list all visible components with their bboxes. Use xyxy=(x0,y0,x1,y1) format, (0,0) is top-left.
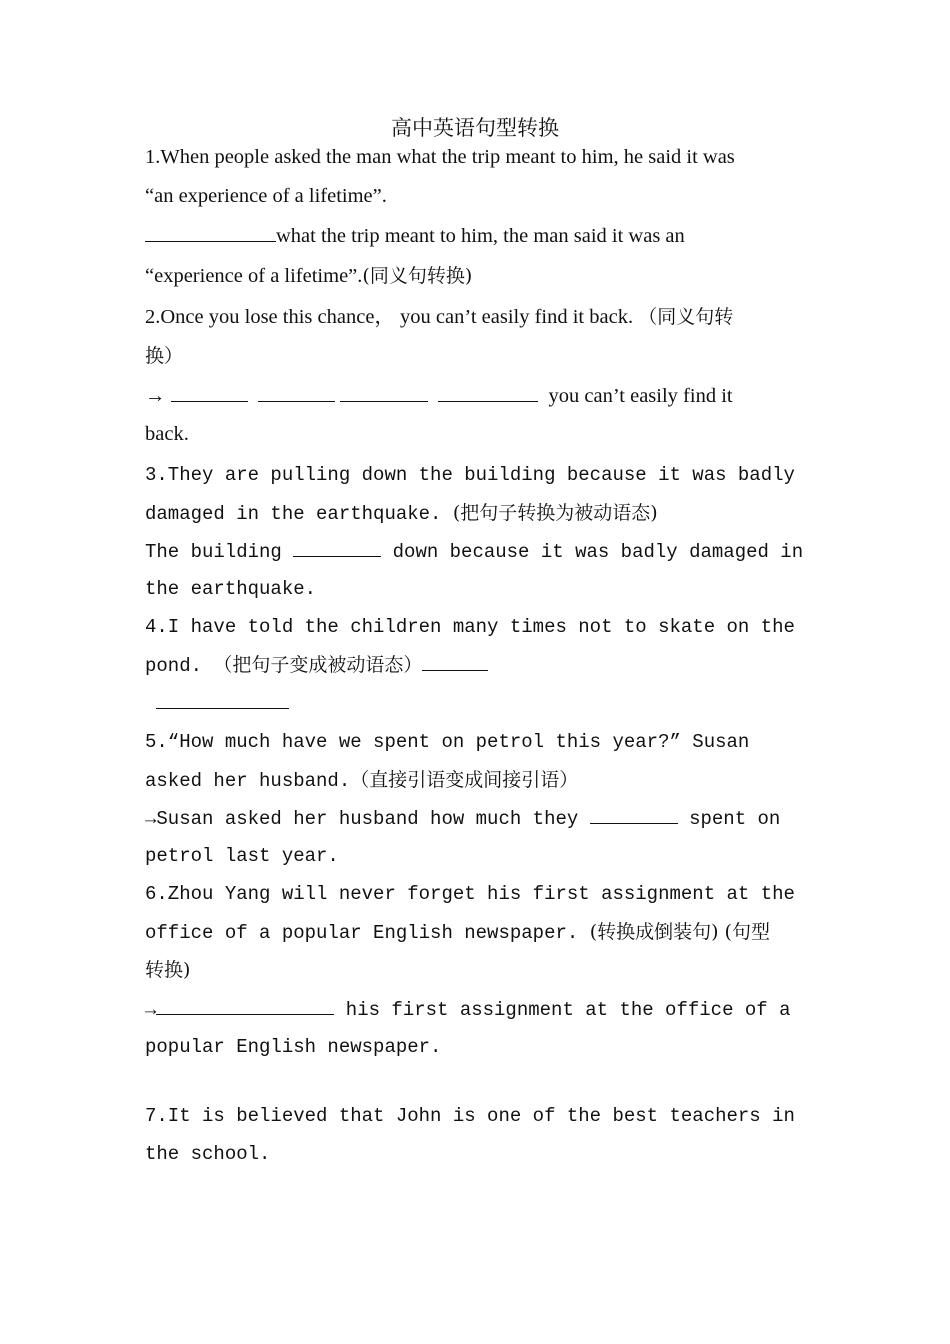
q6-instruction: (转换成倒装句) (句型 xyxy=(589,921,770,943)
q4-line-1: 4.I have told the children many times not to skate on the xyxy=(145,616,795,638)
q5-line-1: 5.“How much have we spent on petrol this year?” Susan xyxy=(145,731,750,753)
answer-blank[interactable] xyxy=(293,538,381,557)
answer-blank[interactable] xyxy=(156,996,334,1015)
q2-line-3-text: you can’t easily find it xyxy=(548,385,733,407)
q3-line-2: damaged in the earthquake. (把句子转换为被动语态) xyxy=(145,502,658,525)
q6-line-3 xyxy=(145,957,190,984)
answer-blank[interactable] xyxy=(145,223,276,242)
q4-line-3 xyxy=(145,690,289,717)
q2-line-2 xyxy=(145,343,183,369)
q1-line-4-text: “experience of a lifetime”. xyxy=(145,265,363,287)
q3-line-1: 3.They are pulling down the building because it was badly xyxy=(145,464,795,486)
q1-line-3-text: what the trip meant to him, the man said it was an xyxy=(276,225,685,247)
arrow-icon: → xyxy=(145,385,166,407)
q1-line-2: “an experience of a lifetime”. xyxy=(145,185,387,207)
answer-blank[interactable] xyxy=(590,805,678,824)
answer-blank[interactable] xyxy=(340,383,428,402)
q2-line-4: back. xyxy=(145,423,189,445)
q6-line-2: office of a popular English newspaper. (转换成倒装句) (句型 xyxy=(145,921,770,944)
q1-line-4 xyxy=(145,263,472,289)
answer-blank[interactable] xyxy=(422,652,488,671)
q3-line-3: The building down because it was badly damaged in xyxy=(145,538,803,565)
q4-line-2: pond. （把句子变成被动语态） xyxy=(145,652,488,679)
q7-line-2: the school. xyxy=(145,1143,271,1165)
q5-line-3: →Susan asked her husband how much they spent on xyxy=(145,805,780,832)
q6-line-4: → his first assignment at the office of a xyxy=(145,996,790,1023)
q5-instruction: （直接引语变成间接引语） xyxy=(350,769,579,791)
q1-line-3 xyxy=(145,223,685,249)
page-title: 高中英语句型转换 xyxy=(391,116,559,140)
q1-instruction: (同义句转换) xyxy=(362,265,473,287)
q3-line-4: the earthquake. xyxy=(145,578,317,600)
q2-line-1 xyxy=(145,304,733,330)
q5-line-2: asked her husband.（直接引语变成间接引语） xyxy=(145,769,579,792)
q6-line-5: popular English newspaper. xyxy=(145,1036,442,1058)
q7-line-1: 7.It is believed that John is one of the best teachers in xyxy=(145,1105,795,1127)
q2-line-3 xyxy=(145,383,733,409)
q6-instruction-cont: 转换) xyxy=(145,959,191,981)
answer-blank[interactable] xyxy=(438,383,538,402)
q5-line-4: petrol last year. xyxy=(145,845,339,867)
answer-blank[interactable] xyxy=(171,383,248,402)
q3-instruction: (把句子转换为被动语态) xyxy=(452,502,658,524)
q2-instruction: （同义句转 xyxy=(638,306,734,328)
answer-blank[interactable] xyxy=(156,690,289,709)
q1-line-1: 1.When people asked the man what the trip meant to him, he said it was xyxy=(145,146,735,168)
q4-instruction: （把句子变成被动语态） xyxy=(213,654,423,676)
answer-blank[interactable] xyxy=(258,383,335,402)
q2-instruction-cont: 换） xyxy=(145,345,184,367)
arrow-icon: → xyxy=(145,999,157,1021)
q2-line-1-text: 2.Once you lose this chance， you can’t easily find it back. xyxy=(145,306,639,328)
q6-line-1: 6.Zhou Yang will never forget his first assignment at the xyxy=(145,883,795,905)
